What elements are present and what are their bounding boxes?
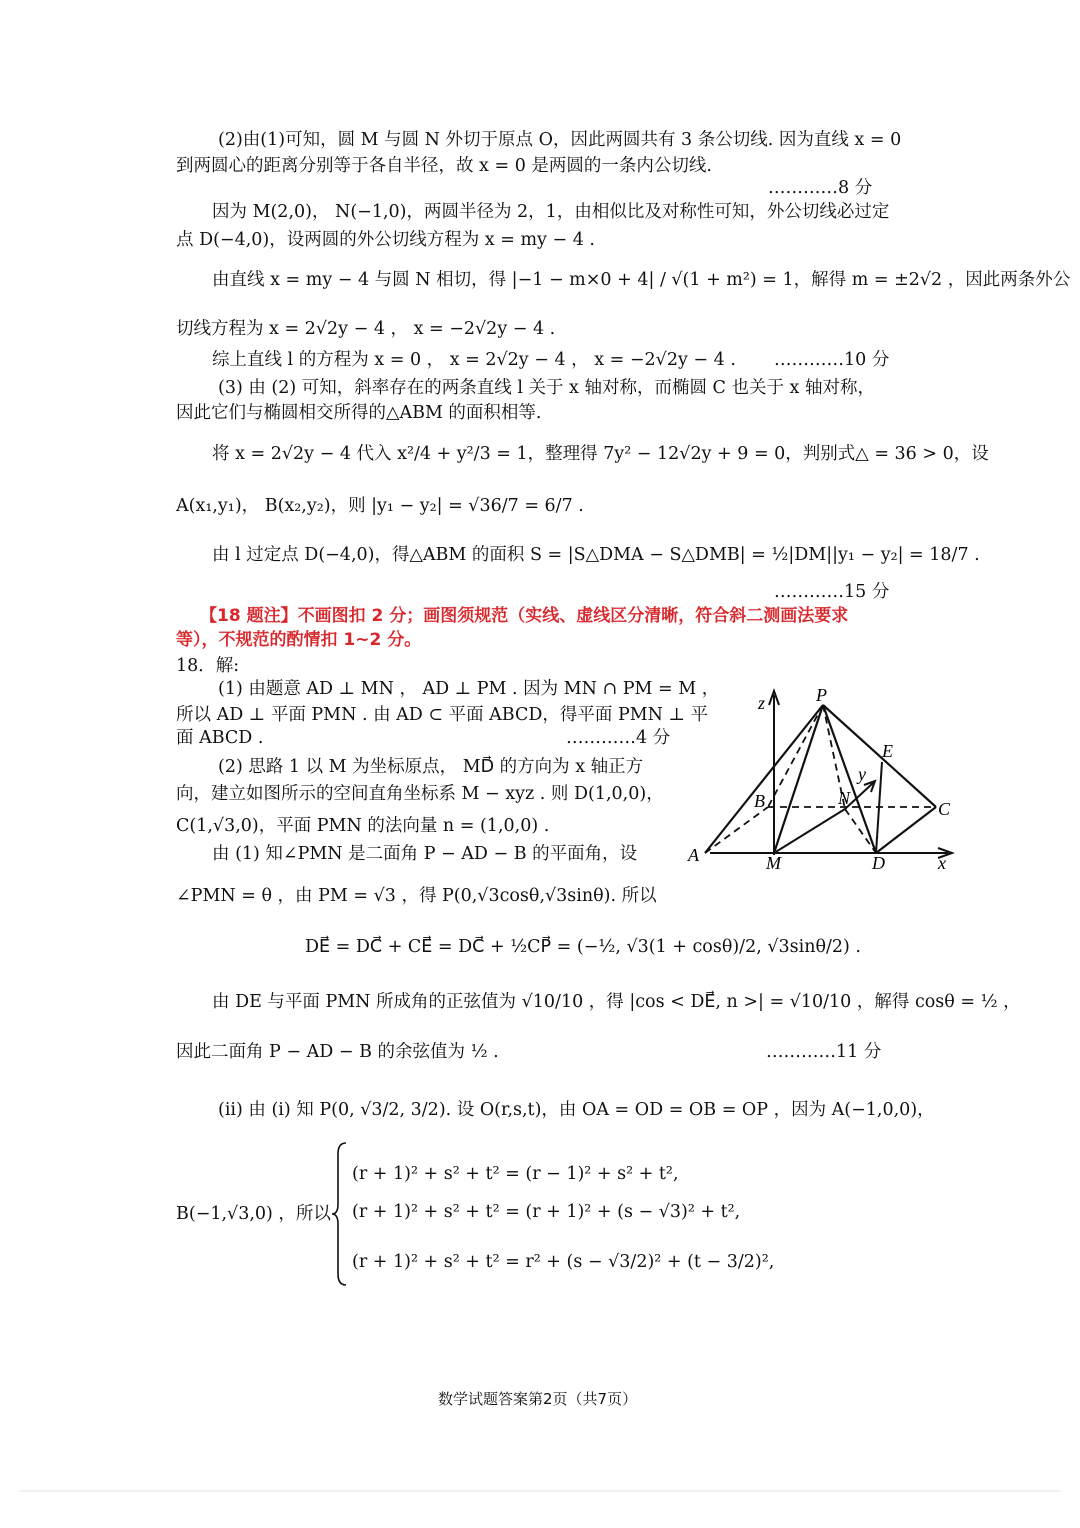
- label-P: P: [816, 685, 827, 705]
- label-z: z: [758, 693, 766, 713]
- p18-line-1: (1) 由题意 AD ⊥ MN ， AD ⊥ PM . 因为 MN ∩ PM = M ，: [218, 679, 720, 699]
- p17-line-2: 到两圆心的距离分别等于各自半径，故 x = 0 是两圆的一条内公切线.: [176, 156, 712, 176]
- p18-line-3: 面 ABCD .: [176, 728, 264, 748]
- label-B: B: [754, 791, 765, 811]
- edge-MN: [774, 809, 845, 853]
- p17-line-12: 由 l 过定点 D(−4,0)，得△ABM 的面积 S = |S△DMA − S△DMB| = ½|DM||y₁ − y₂| = 18/7 .: [212, 545, 980, 565]
- label-y: y: [858, 764, 866, 784]
- p18-line-9: DE⃗ = DC⃗ + CE⃗ = DC⃗ + ½CP⃗ = (−½, √3(1 + cosθ)/2, √3sinθ/2) .: [305, 937, 861, 957]
- p17-line-8: (3) 由 (2) 可知，斜率存在的两条直线 l 关于 x 轴对称，而椭圆 C 也关于 x 轴对称，: [218, 378, 875, 398]
- edge-DC: [876, 807, 936, 853]
- score-11: …………11 分: [766, 1042, 882, 1062]
- p18-line-2: 所以 AD ⊥ 平面 PMN . 由 AD ⊂ 平面 ABCD，得平面 PMN ⊥ 平: [176, 705, 709, 725]
- label-D: D: [872, 853, 885, 873]
- label-A: A: [688, 845, 699, 865]
- grading-note-line-1: 【18 题注】不画图扣 2 分；画图须规范（实线、虚线区分清晰，符合斜二测画法要求: [200, 606, 849, 626]
- p18-line-7: 由 (1) 知∠PMN 是二面角 P − AD − B 的平面角，设: [212, 844, 638, 864]
- p18-line-8: ∠PMN = θ ，由 PM = √3 ，得 P(0,√3cosθ,√3sinθ). 所以: [176, 886, 657, 906]
- edge-PD: [823, 705, 876, 853]
- p17-line-7: 综上直线 l 的方程为 x = 0 ， x = 2√2y − 4 ， x = −2√2y − 4 .: [212, 350, 736, 370]
- label-N: N: [838, 788, 851, 808]
- p18-line-11: 因此二面角 P − AD − B 的余弦值为 ½ .: [176, 1042, 499, 1062]
- p17-line-4: 点 D(−4,0)，设两圆的外公切线方程为 x = my − 4 .: [176, 230, 595, 250]
- p18-heading: 18．解:: [176, 656, 240, 676]
- p17-line-3: 因为 M(2,0)， N(−1,0)，两圆半径为 2，1，由相似比及对称性可知，外公切线必过定: [212, 202, 890, 222]
- system-brace: [330, 1140, 350, 1288]
- edge-PB: [768, 705, 823, 807]
- p17-line-11: A(x₁,y₁)， B(x₂,y₂)，则 |y₁ − y₂| = √36/7 = 6/7 .: [176, 496, 584, 516]
- edge-ND: [845, 809, 876, 853]
- score-15: …………15 分: [774, 582, 890, 602]
- system-lead: B(−1,√3,0) ，所以: [176, 1204, 331, 1224]
- p17-line-10: 将 x = 2√2y − 4 代入 x²/4 + y²/3 = 1，整理得 7y² − 12√2y + 9 = 0，判别式△ = 36 > 0，设: [212, 444, 989, 464]
- score-10: …………10 分: [774, 350, 890, 370]
- grading-note-line-2: 等），不规范的酌情扣 1~2 分。: [176, 630, 422, 650]
- p17-line-1: (2)由(1)可知，圆 M 与圆 N 外切于原点 O，因此两圆共有 3 条公切线. 因为直线 x = 0: [218, 130, 902, 150]
- label-E: E: [882, 741, 893, 761]
- p17-line-9: 因此它们与椭圆相交所得的△ABM 的面积相等.: [176, 403, 542, 423]
- label-C: C: [938, 799, 951, 819]
- p17-line-6: 切线方程为 x = 2√2y − 4 ， x = −2√2y − 4 .: [176, 319, 556, 339]
- edge-PA: [705, 705, 823, 853]
- p18-line-12: (ii) 由 (i) 知 P(0, √3/2, 3/2). 设 O(r,s,t)，由 OA = OD = OB = OP ，因为 A(−1,0,0)，: [218, 1100, 935, 1120]
- system-eq-1: (r + 1)² + s² + t² = (r − 1)² + s² + t²,: [352, 1164, 679, 1184]
- p17-line-5: 由直线 x = my − 4 与圆 N 相切，得 |−1 − m×0 + 4| / √(1 + m²) = 1，解得 m = ±2√2 ，因此两条外公: [212, 270, 1071, 290]
- bottom-divider: [20, 1490, 1060, 1492]
- p18-line-5: 向，建立如图所示的空间直角坐标系 M − xyz . 则 D(1,0,0)，: [176, 784, 664, 804]
- system-eq-2: (r + 1)² + s² + t² = (r + 1)² + (s − √3)² + t²,: [352, 1202, 741, 1222]
- p18-line-6: C(1,√3,0)，平面 PMN 的法向量 n = (1,0,0) .: [176, 816, 550, 836]
- score-8: …………8 分: [768, 178, 873, 198]
- label-x: x: [938, 853, 946, 873]
- system-eq-3: (r + 1)² + s² + t² = r² + (s − √3/2)² + (t − 3/2)²,: [352, 1252, 775, 1272]
- p18-line-10: 由 DE 与平面 PMN 所成角的正弦值为 √10/10 ，得 |cos < DE⃗, n >| = √10/10 ，解得 cosθ = ½ ，: [212, 992, 1021, 1012]
- p18-line-4: (2) 思路 1 以 M 为坐标原点， MD⃗ 的方向为 x 轴正方: [218, 757, 644, 777]
- score-4: …………4 分: [566, 728, 671, 748]
- edge-PM: [774, 705, 823, 853]
- pyramid-figure: [680, 685, 960, 875]
- label-M: M: [766, 853, 781, 873]
- page-footer: 数学试题答案第2页（共7页）: [438, 1390, 638, 1408]
